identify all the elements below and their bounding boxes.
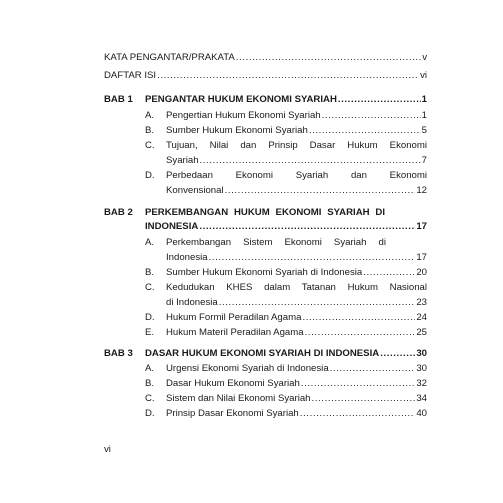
item-page: 20 bbox=[416, 267, 427, 278]
item-title: Sistem dan Nilai Ekonomi Syariah bbox=[166, 393, 311, 404]
toc-entry-title: KATA PENGANTAR/PRAKATA bbox=[104, 52, 235, 63]
item-page: 7 bbox=[421, 155, 427, 166]
dot-leader bbox=[330, 363, 416, 375]
toc-item[interactable] bbox=[166, 297, 427, 309]
item-title: Pengertian Hukum Ekonomi Syariah bbox=[166, 110, 321, 121]
toc-item[interactable] bbox=[166, 155, 427, 167]
toc-item[interactable] bbox=[166, 378, 427, 390]
dot-leader bbox=[380, 348, 415, 360]
dot-leader bbox=[338, 94, 421, 106]
item-page: 30 bbox=[416, 363, 427, 374]
item-title: Sumber Hukum Ekonomi Syariah di Indonesia bbox=[166, 267, 363, 278]
chapter-label: BAB 2 bbox=[104, 207, 133, 218]
dot-leader bbox=[309, 125, 421, 137]
toc-item[interactable] bbox=[166, 110, 427, 122]
chapter-page: 1 bbox=[421, 94, 427, 105]
item-title: Urgensi Ekonomi Syariah di Indonesia bbox=[166, 363, 329, 374]
item-title: Dasar Hukum Ekonomi Syariah bbox=[166, 378, 300, 389]
item-page: 32 bbox=[416, 378, 427, 389]
dot-leader bbox=[302, 312, 415, 324]
toc-entry-daftar-isi[interactable] bbox=[104, 70, 427, 82]
item-letter: B. bbox=[145, 125, 155, 136]
item-title: Prinsip Dasar Ekonomi Syariah bbox=[166, 408, 299, 419]
dot-leader bbox=[200, 155, 421, 167]
chapter-page: 30 bbox=[416, 348, 427, 359]
toc-item[interactable] bbox=[166, 393, 427, 405]
item-title-cont: di Indonesia bbox=[166, 297, 218, 308]
item-title-cont: Indonesia bbox=[166, 252, 208, 263]
item-title: Tujuan, Nilai dan Prinsip Dasar Hukum Ekonomi bbox=[166, 140, 427, 151]
item-letter: B. bbox=[145, 267, 155, 278]
toc-chapter-2[interactable] bbox=[145, 221, 427, 233]
chapter-title: PERKEMBANGAN HUKUM EKONOMI SYARIAH DI bbox=[145, 207, 385, 218]
toc-chapter-3[interactable] bbox=[145, 348, 427, 360]
chapter-page: 17 bbox=[416, 221, 427, 232]
item-page: 34 bbox=[416, 393, 427, 404]
dot-leader bbox=[225, 185, 416, 197]
dot-leader bbox=[322, 110, 421, 122]
toc-item[interactable] bbox=[166, 252, 427, 264]
dot-leader bbox=[363, 267, 415, 279]
item-letter: C. bbox=[145, 282, 155, 293]
item-page: 24 bbox=[416, 312, 427, 323]
toc-item[interactable] bbox=[166, 327, 427, 339]
toc-item[interactable] bbox=[166, 363, 427, 375]
toc-entry-page: vi bbox=[420, 70, 427, 81]
item-title: Kedudukan KHES dalam Tatanan Hukum Nasional bbox=[166, 282, 427, 293]
item-page: 12 bbox=[416, 185, 427, 196]
item-letter: B. bbox=[145, 378, 155, 389]
chapter-label: BAB 1 bbox=[104, 94, 133, 105]
item-letter: C. bbox=[145, 140, 155, 151]
toc-item[interactable] bbox=[166, 408, 427, 420]
item-title: Hukum Materil Peradilan Agama bbox=[166, 327, 304, 338]
item-title-cont: Syariah bbox=[166, 155, 199, 166]
chapter-title: DASAR HUKUM EKONOMI SYARIAH DI INDONESIA bbox=[145, 348, 380, 359]
page-number: vi bbox=[104, 444, 111, 455]
item-title: Perkembangan Sistem Ekonomi Syariah di bbox=[166, 237, 386, 248]
toc-item[interactable] bbox=[166, 125, 427, 137]
item-page: 1 bbox=[421, 110, 427, 121]
item-letter: A. bbox=[145, 237, 155, 248]
dot-leader bbox=[312, 393, 416, 405]
dot-leader bbox=[236, 52, 421, 64]
chapter-title: PENGANTAR HUKUM EKONOMI SYARIAH bbox=[145, 94, 337, 105]
item-title: Hukum Formil Peradilan Agama bbox=[166, 312, 302, 323]
item-letter: A. bbox=[145, 363, 155, 374]
item-letter: D. bbox=[145, 408, 155, 419]
item-page: 5 bbox=[421, 125, 427, 136]
dot-leader bbox=[305, 327, 416, 339]
item-page: 25 bbox=[416, 327, 427, 338]
item-title: Perbedaan Ekonomi Syariah dan Ekonomi bbox=[166, 170, 427, 181]
dot-leader bbox=[301, 378, 415, 390]
toc-item[interactable] bbox=[166, 267, 427, 279]
item-letter: E. bbox=[145, 327, 155, 338]
item-letter: A. bbox=[145, 110, 155, 121]
item-page: 23 bbox=[416, 297, 427, 308]
dot-leader bbox=[199, 221, 415, 233]
dot-leader bbox=[219, 297, 416, 309]
chapter-title-cont: INDONESIA bbox=[145, 221, 199, 232]
toc-entry-kata-pengantar[interactable] bbox=[104, 52, 427, 64]
dot-leader bbox=[300, 408, 416, 420]
item-page: 40 bbox=[416, 408, 427, 419]
item-letter: D. bbox=[145, 170, 155, 181]
dot-leader bbox=[157, 70, 419, 82]
toc-item[interactable] bbox=[166, 312, 427, 324]
chapter-label: BAB 3 bbox=[104, 348, 133, 359]
toc-entry-page: v bbox=[422, 52, 427, 63]
toc-item[interactable] bbox=[166, 185, 427, 197]
item-page: 17 bbox=[416, 252, 427, 263]
dot-leader bbox=[209, 252, 416, 264]
toc-entry-title: DAFTAR ISI bbox=[104, 70, 157, 81]
item-title: Sumber Hukum Ekonomi Syariah bbox=[166, 125, 308, 136]
item-letter: C. bbox=[145, 393, 155, 404]
item-letter: D. bbox=[145, 312, 155, 323]
toc-chapter-1[interactable] bbox=[145, 94, 427, 106]
item-title-cont: Konvensional bbox=[166, 185, 224, 196]
